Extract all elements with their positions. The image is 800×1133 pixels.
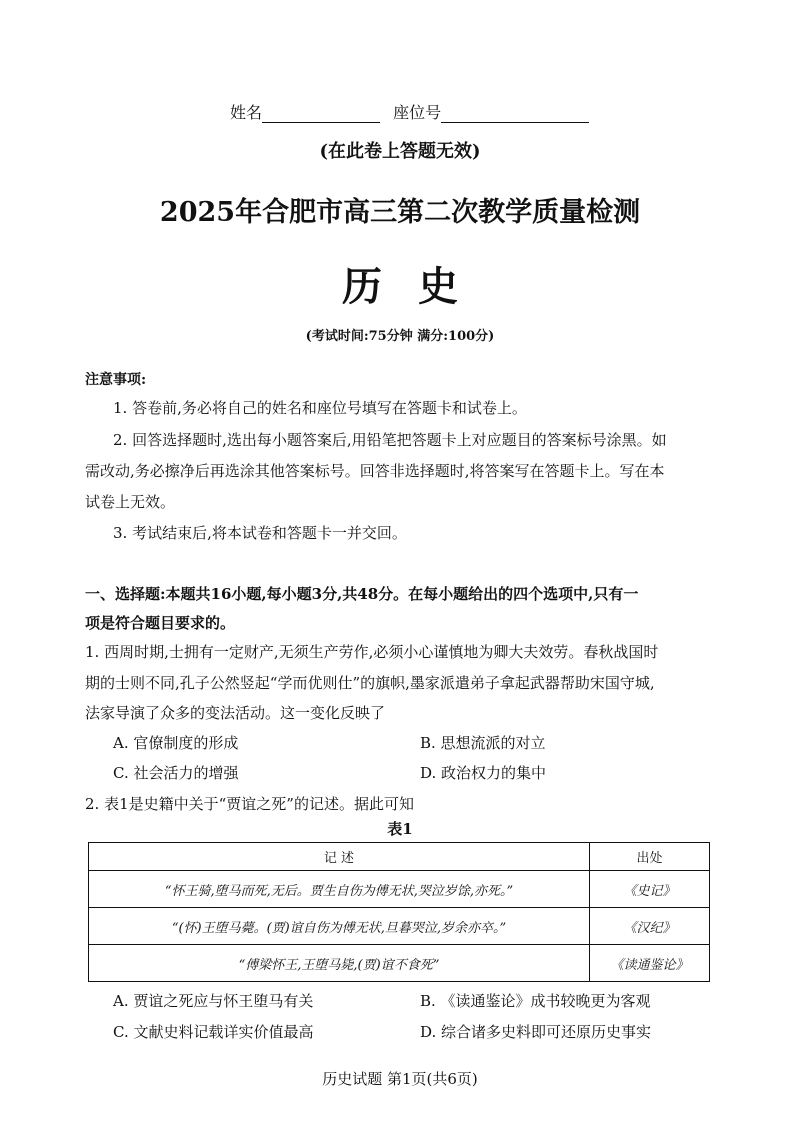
question-2-stem: 2. 表1是史籍中关于“贾谊之死”的记述。据此可知: [85, 795, 414, 813]
table-caption: 表1: [387, 820, 413, 838]
question-2-option-c[interactable]: C. 文献史料记载详实价值最高: [113, 1023, 314, 1041]
seat-blank[interactable]: [441, 104, 589, 123]
table-cell-quote: “傅梁怀王,王堕马毙,(贾)谊不食死”: [89, 945, 590, 982]
notice-item: 需改动,务必擦净后再选涂其他答案标号。回答非选择题时,将答案写在答题卡上。写在本: [85, 462, 665, 480]
page-footer: 历史试题 第1页(共6页): [322, 1070, 478, 1088]
name-blank[interactable]: [262, 104, 380, 123]
exam-title: 2025年合肥市高三第二次教学质量检测: [159, 197, 641, 228]
question-2-option-d[interactable]: D. 综合诸多史料即可还原历史事实: [420, 1023, 652, 1041]
name-seat-row: [230, 100, 589, 123]
source-table: [88, 842, 710, 982]
notice-item: 3. 考试结束后,将本试卷和答题卡一并交回。: [113, 524, 407, 542]
table-cell-source: 《史记》: [590, 871, 710, 908]
question-1-stem: 期的士则不同,孔子公然竖起“学而优则仕”的旗帜,墨家派遣弟子拿起武器帮助宋国守城,: [85, 674, 655, 692]
notice-item: 试卷上无效。: [85, 493, 176, 511]
table-cell-quote: “(怀)王堕马薨。(贾)谊自伤为傅无状,旦暮哭泣,岁余亦卒。”: [89, 908, 590, 945]
notice-item: 1. 答卷前,务必将自己的姓名和座位号填写在答题卡和试卷上。: [113, 399, 527, 417]
name-label: 姓名: [230, 103, 263, 122]
table-header-row: [89, 843, 710, 871]
table-row: [89, 871, 710, 908]
table-cell-source: 《汉纪》: [590, 908, 710, 945]
notice-item: 2. 回答选择题时,选出每小题答案后,用铅笔把答题卡上对应题目的答案标号涂黑。如: [113, 431, 667, 449]
question-1-option-b[interactable]: B. 思想流派的对立: [420, 734, 546, 752]
question-1-option-a[interactable]: A. 官僚制度的形成: [113, 734, 239, 752]
subject-title: 历史: [342, 263, 494, 310]
table-header-cell: 出处: [590, 843, 710, 871]
exam-info: (考试时间:75分钟 满分:100分): [305, 329, 495, 344]
question-1-option-d[interactable]: D. 政治权力的集中: [420, 764, 547, 782]
question-2-option-b[interactable]: B. 《读通鉴论》成书较晚更为客观: [420, 992, 651, 1010]
table-cell-quote: “怀王骑,堕马而死,无后。贾生自伤为傅无状,哭泣岁馀,亦死。”: [89, 871, 590, 908]
section-heading: 项是符合题目要求的。: [85, 614, 236, 632]
table-row: [89, 908, 710, 945]
seat-label: 座位号: [393, 103, 442, 122]
table-row: [89, 945, 710, 982]
table-cell-source: 《读通鉴论》: [590, 945, 710, 982]
section-heading: 一、选择题:本题共16小题,每小题3分,共48分。在每小题给出的四个选项中,只有一: [85, 585, 639, 603]
question-1-option-c[interactable]: C. 社会活力的增强: [113, 764, 239, 782]
question-1-stem: 1. 西周时期,士拥有一定财产,无须生产劳作,必须小心谨慎地为卿大夫效劳。春秋战国时: [85, 643, 659, 661]
question-1-stem: 法家导演了众多的变法活动。这一变化反映了: [85, 704, 386, 722]
question-2-option-a[interactable]: A. 贾谊之死应与怀王堕马有关: [113, 992, 314, 1010]
notice-heading: 注意事项:: [85, 372, 147, 388]
table-header-cell: 记 述: [89, 843, 590, 871]
answer-warning: (在此卷上答题无效): [319, 141, 481, 162]
